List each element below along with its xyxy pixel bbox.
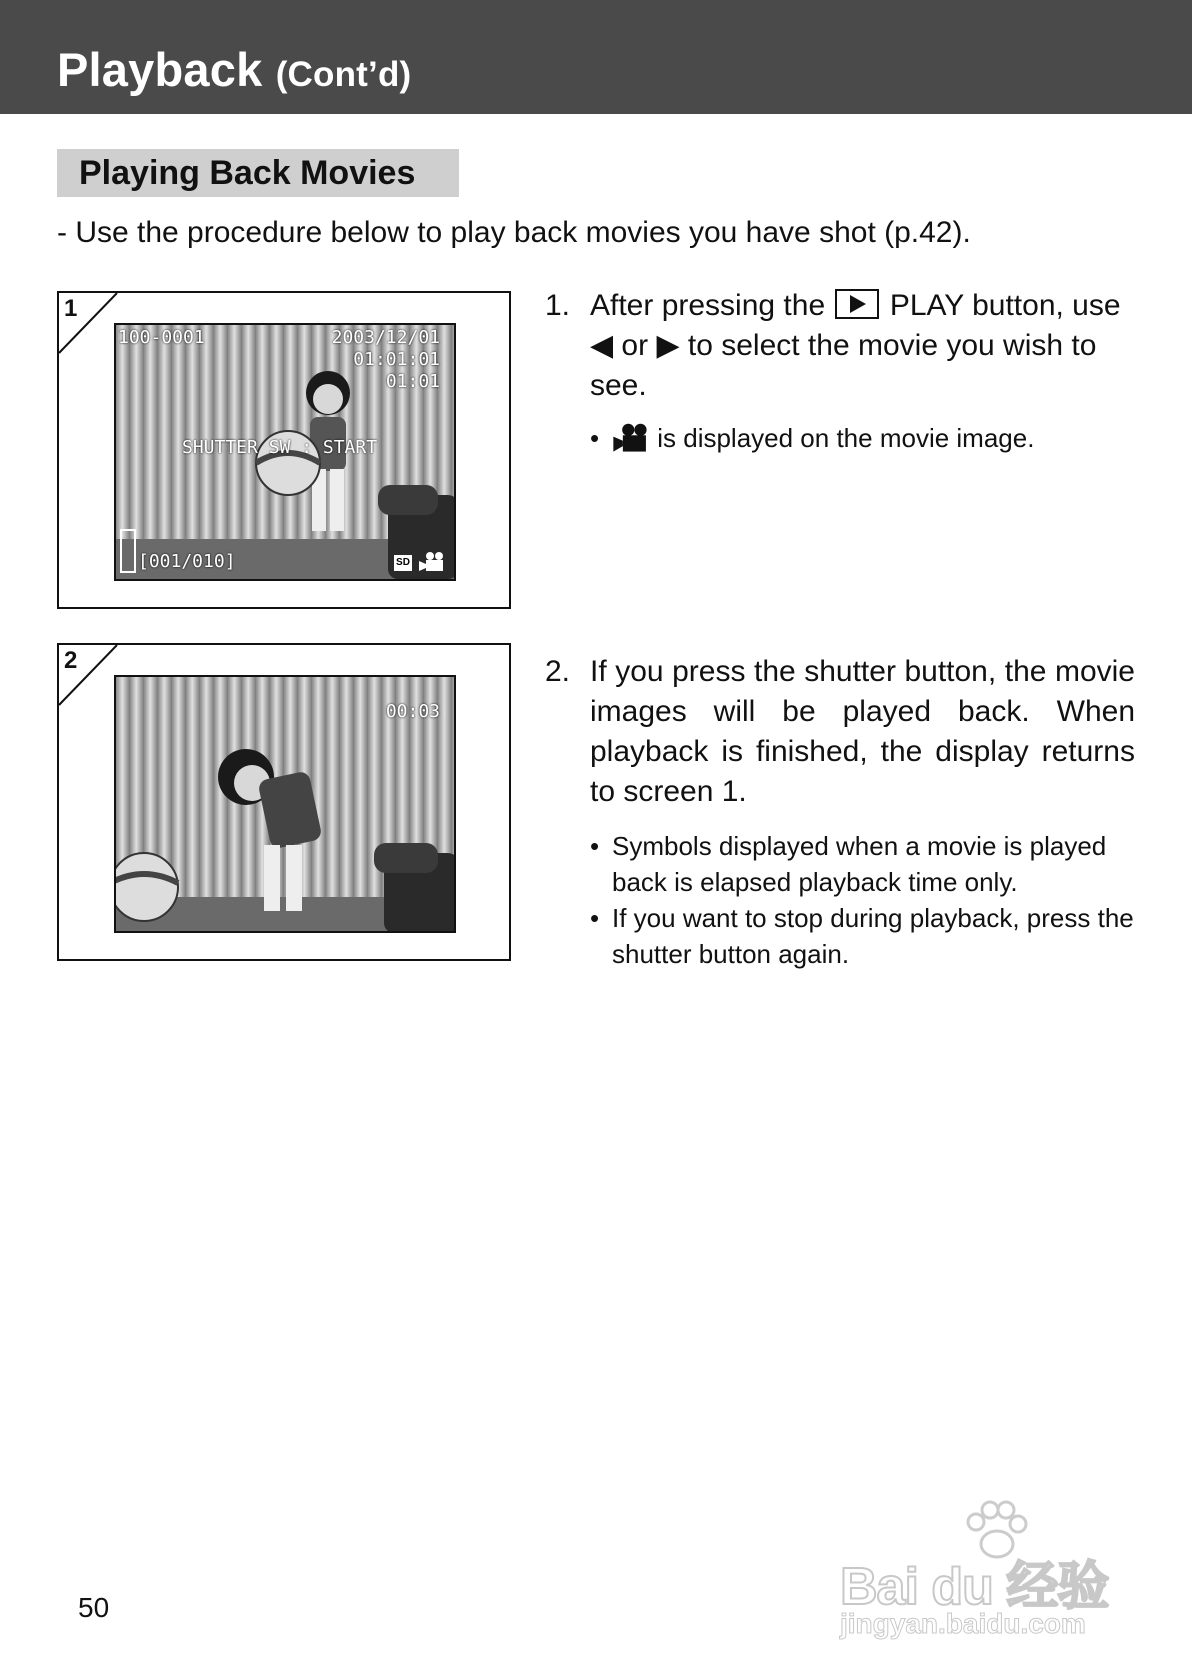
camera-screen-1 xyxy=(114,323,456,581)
beach-ball xyxy=(116,853,178,921)
page-title xyxy=(57,42,411,97)
bullet-dot: • xyxy=(590,831,600,861)
bullet-text: is displayed on the movie image. xyxy=(657,423,1035,453)
header-bar xyxy=(0,0,1192,114)
panel-number: 1 xyxy=(64,295,78,322)
sofa-shape xyxy=(374,843,454,931)
play-button-icon xyxy=(835,289,879,319)
step-2-bullets xyxy=(590,828,1135,972)
step-text xyxy=(590,286,1135,406)
sd-card-icon: SD xyxy=(394,555,412,571)
step-1-bullets xyxy=(590,420,1135,456)
battery-icon xyxy=(120,529,136,573)
list-item xyxy=(590,900,1135,972)
step-1 xyxy=(545,286,1135,466)
osd-message: SHUTTER SW : START xyxy=(182,437,378,458)
bullet-dot: • xyxy=(590,423,600,453)
step-2 xyxy=(545,652,1135,982)
osd-file-number: 100-0001 xyxy=(118,327,205,348)
section-title: Playing Back Movies xyxy=(79,154,416,192)
camera-screen-2 xyxy=(114,675,456,933)
list-item xyxy=(590,420,1135,456)
osd-counter: [001/010] xyxy=(138,551,236,572)
step-number: 1. xyxy=(545,289,571,322)
bullet-dot: • xyxy=(590,903,600,933)
osd-date: 2003/12/01 xyxy=(331,327,440,348)
step-text: If you press the shutter button, the movie images will be played back. When playback is finished, the display returns to screen 1. xyxy=(590,655,1135,808)
screen-panel-2 xyxy=(57,643,511,961)
right-arrow-icon: ▶ xyxy=(656,329,680,362)
list-item xyxy=(590,828,1135,900)
osd-time: 01:01:01 xyxy=(353,349,440,370)
step-text-after: PLAY button, use xyxy=(889,289,1121,322)
title-sub: (Cont’d) xyxy=(275,55,412,94)
screen-panel-1 xyxy=(57,291,511,609)
watermark-url: jingyan.baidu.com xyxy=(840,1608,1086,1639)
watermark-logo: Bai du 经验 xyxy=(840,1558,1109,1616)
title-main: Playback xyxy=(57,43,263,96)
bullet-text: If you want to stop during playback, press the shutter button again. xyxy=(612,903,1134,969)
section-heading xyxy=(57,149,459,197)
movie-camera-icon xyxy=(418,551,446,573)
step-text-end: to select the movie you wish to see. xyxy=(590,329,1097,402)
panel-number: 2 xyxy=(64,647,78,674)
step-or: or xyxy=(621,329,649,362)
movie-camera-icon xyxy=(612,423,650,453)
osd-elapsed-time: 00:03 xyxy=(385,701,440,722)
osd-duration: 01:01 xyxy=(385,371,440,392)
watermark xyxy=(840,1500,1140,1640)
page-number: 50 xyxy=(78,1592,110,1623)
bullet-text: Symbols displayed when a movie is played back is elapsed playback time only. xyxy=(612,831,1107,897)
step-number: 2. xyxy=(545,655,571,688)
intro-text: - Use the procedure below to play back movies you have shot (p.42). xyxy=(57,216,971,249)
step-text-before: After pressing the xyxy=(590,289,826,322)
left-arrow-icon: ◀ xyxy=(590,329,614,362)
